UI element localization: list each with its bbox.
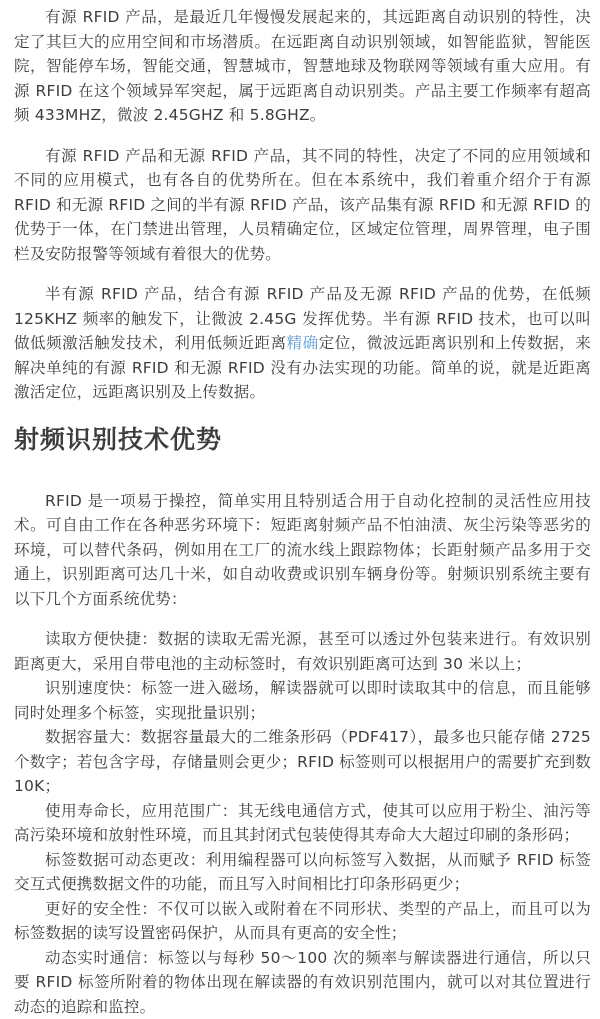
advantage-item-dynamic-data: 标签数据可动态更改：利用编程器可以向标签写入数据，从而赋予 RFID 标签交互式便携数据文件的功能，而且写入时间相比打印条形码更少； [14, 848, 591, 897]
paragraph-semi-active-text-after: 定位，微波远距离识别和上传数据，来解决单纯的有源 RFID 和无源 RFID 没有办法实现的功能。简单的说，就是近距离激活定位，远距离识别及上传数据。 [14, 334, 591, 401]
jingque-keyword-link[interactable]: 精确 [287, 334, 319, 352]
section-heading-rfid-advantages: 射频识别技术优势 [14, 423, 591, 457]
advantage-item-data-capacity: 数据容量大：数据容量最大的二维条形码（PDF417），最多也只能存储 2725 个数字；若包含字母，存储量则会更少；RFID 标签则可以根据用户的需要扩充到数 10K； [14, 725, 591, 799]
paragraph-active-rfid-intro: 有源 RFID 产品，是最近几年慢慢发展起来的，其远距离自动识别的特性，决定了其巨大的应用空间和市场潜质。在远距离自动识别领域，如智能监狱，智能医院，智能停车场，智能交通，智慧城市，智慧地球及物联网等领域有重大应用。有源 RFID 在这个领域异军突起，属于远距离自动识别类。产品主要工作频率有超高频 433MHZ，微波 2.45GHZ 和 5.8GHZ。 [14, 5, 591, 128]
advantage-item-realtime-communication: 动态实时通信：标签以与每秒 50～100 次的频率与解读器进行通信，所以只要 RFID 标签所附着的物体出现在解读器的有效识别范围内，就可以对其位置进行动态的追踪和监控。 [14, 946, 591, 1019]
paragraph-rfid-overview: RFID 是一项易于操控，简单实用且特别适合用于自动化控制的灵活性应用技术。可自由工作在各种恶劣环境下：短距离射频产品不怕油渍、灰尘污染等恶劣的环境，可以替代条码，例如用在工厂的流水线上跟踪物体；长距射频产品多用于交通上，识别距离可达几十米，如自动收费或识别车辆身份等。射频识别系统主要有以下几个方面系统优势： [14, 489, 591, 612]
advantage-item-long-lifespan: 使用寿命长，应用范围广：其无线电通信方式，使其可以应用于粉尘、油污等高污染环境和放射性环境，而且其封闭式包装使得其寿命大大超过印刷的条形码； [14, 799, 591, 848]
paragraph-semi-active-text-before: 半有源 RFID 产品，结合有源 RFID 产品及无源 RFID 产品的优势，在低频 125KHZ 频率的触发下，让微波 2.45G 发挥优势。半有源 RFID 技术，也可以叫做低频激活触发技术，利用低频近距离 [14, 285, 591, 352]
advantage-item-read-convenience: 读取方便快捷：数据的读取无需光源，甚至可以透过外包装来进行。有效识别距离更大，采用自带电池的主动标签时，有效识别距离可达到 30 米以上； [14, 627, 591, 676]
advantage-item-recognition-speed: 识别速度快：标签一进入磁场，解读器就可以即时读取其中的信息，而且能够同时处理多个标签，实现批量识别； [14, 676, 591, 725]
paragraph-semi-active [14, 282, 591, 405]
paragraph-active-vs-passive: 有源 RFID 产品和无源 RFID 产品，其不同的特性，决定了不同的应用领域和不同的应用模式，也有各自的优势所在。但在本系统中，我们着重介绍介于有源 RFID 和无源 RFID 之间的半有源 RFID 产品，该产品集有源 RFID 和无源 RFID 的优势于一体，在门禁进出管理，人员精确定位，区域定位管理，周界管理，电子围栏及安防报警等领域有着很大的优势。 [14, 144, 591, 267]
advantage-item-better-security: 更好的安全性：不仅可以嵌入或附着在不同形状、类型的产品上，而且可以为标签数据的读写设置密码保护，从而具有更高的安全性； [14, 897, 591, 946]
